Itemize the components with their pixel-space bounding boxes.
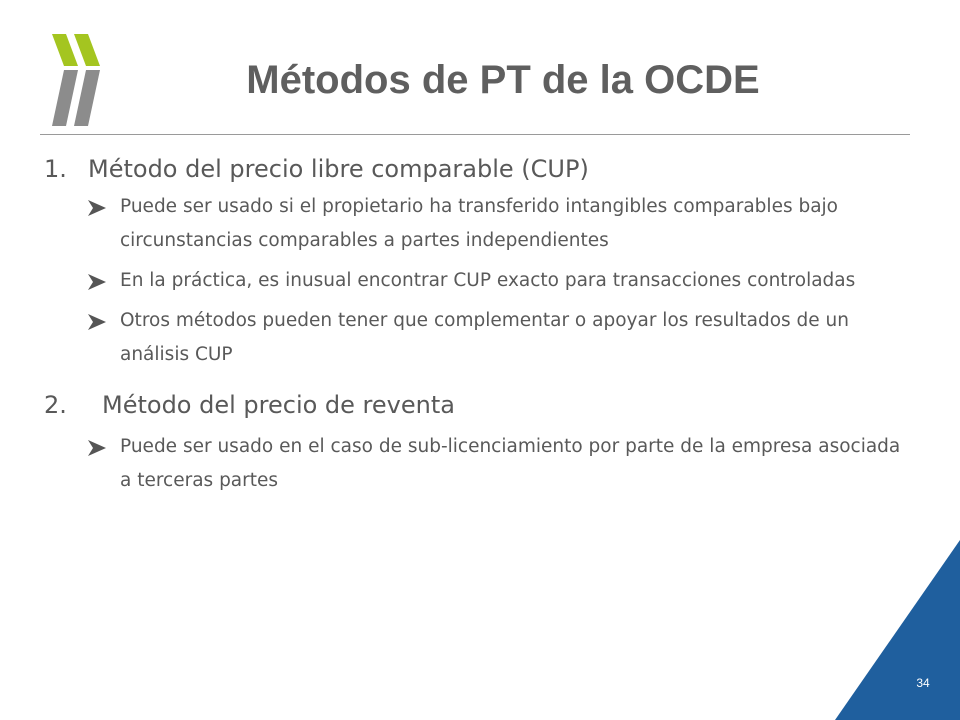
bullet-text: Otros métodos pueden tener que complementar o apoyar los resultados de un análisis CUP bbox=[120, 310, 849, 365]
bullet-text: Puede ser usado si el propietario ha transferido intangibles comparables bajo circunstancias comparables a partes independientes bbox=[120, 196, 839, 251]
list-item bbox=[44, 190, 904, 258]
list-item bbox=[44, 264, 904, 298]
section-title bbox=[44, 148, 904, 190]
section-title bbox=[44, 384, 904, 426]
bullet-list bbox=[44, 430, 904, 498]
arrow-bullet-icon bbox=[88, 440, 106, 456]
slide-content bbox=[44, 148, 904, 504]
section-cup bbox=[44, 148, 904, 372]
list-item bbox=[44, 304, 904, 372]
oecd-logo-icon bbox=[48, 30, 108, 130]
bullet-text: Puede ser usado en el caso de sub-licenciamiento por parte de la empresa asociada a terceras partes bbox=[120, 436, 901, 491]
section-title-text: Método del precio de reventa bbox=[102, 391, 455, 419]
arrow-bullet-icon bbox=[88, 314, 106, 330]
arrow-bullet-icon bbox=[88, 200, 106, 216]
section-title-text: Método del precio libre comparable (CUP) bbox=[88, 155, 589, 183]
page-number: 34 bbox=[916, 676, 930, 690]
section-number: 1. bbox=[44, 155, 67, 183]
arrow-bullet-icon bbox=[88, 274, 106, 290]
bullet-list bbox=[44, 190, 904, 372]
slide-title: Métodos de PT de la OCDE bbox=[246, 58, 760, 102]
section-resale-price bbox=[44, 384, 904, 498]
list-item bbox=[44, 430, 904, 498]
corner-triangle bbox=[835, 540, 960, 720]
bullet-text: En la práctica, es inusual encontrar CUP exacto para transacciones controladas bbox=[120, 270, 856, 291]
section-number: 2. bbox=[44, 391, 67, 419]
title-divider bbox=[40, 134, 910, 135]
